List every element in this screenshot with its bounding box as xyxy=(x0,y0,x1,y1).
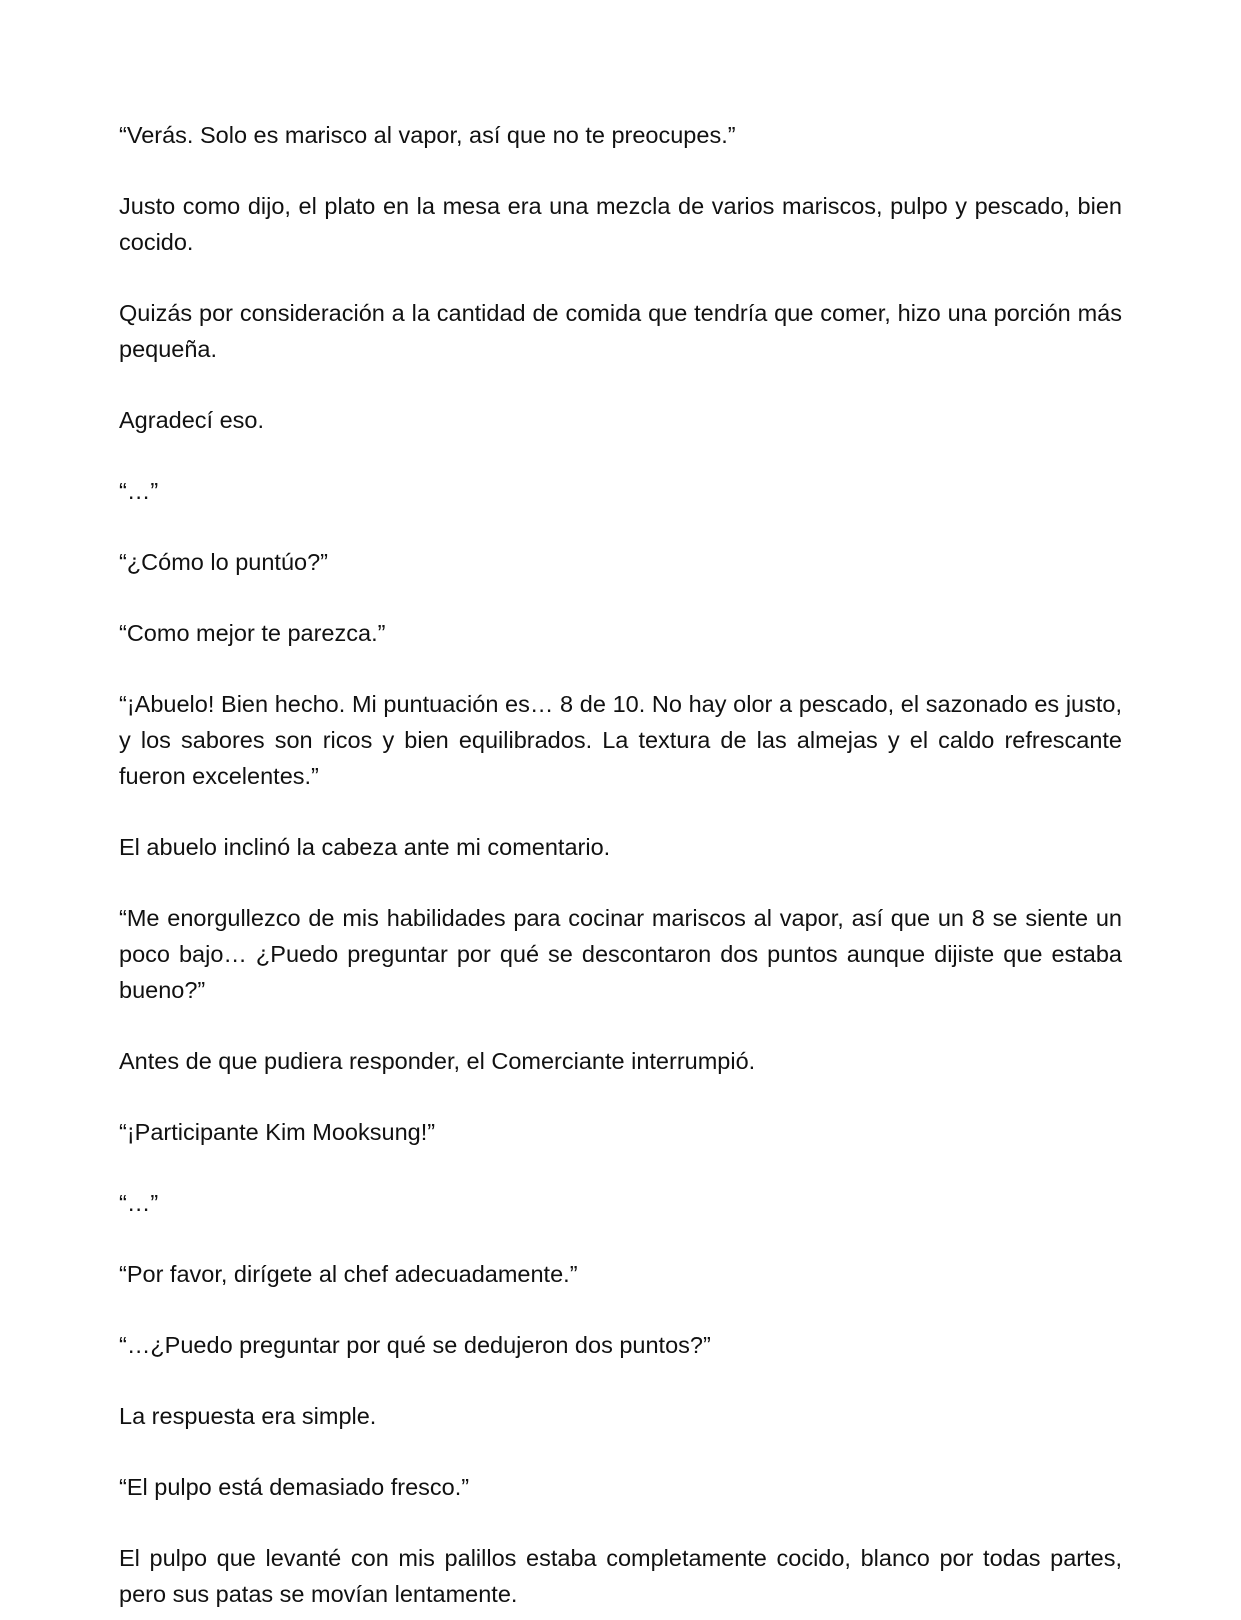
paragraph: “Verás. Solo es marisco al vapor, así que no te preocupes.” xyxy=(119,122,736,148)
paragraph: Antes de que pudiera responder, el Comerciante interrumpió. xyxy=(119,1048,756,1074)
paragraph: El pulpo que levanté con mis palillos estaba completamente cocido, blanco por todas partes, pero sus patas se movían lentamente. xyxy=(119,1545,1122,1607)
paragraph: “El pulpo está demasiado fresco.” xyxy=(119,1474,470,1500)
document-page xyxy=(119,117,1122,1612)
paragraph: “…” xyxy=(119,1190,159,1216)
paragraph: “Como mejor te parezca.” xyxy=(119,620,386,646)
paragraph: “Me enorgullezco de mis habilidades para cocinar mariscos al vapor, así que un 8 se siente un poco bajo… ¿Puedo preguntar por qué se descontaron dos puntos aunque dijiste que estaba bueno?” xyxy=(119,905,1122,1003)
paragraph: La respuesta era simple. xyxy=(119,1403,377,1429)
paragraph: Quizás por consideración a la cantidad de comida que tendría que comer, hizo una porción más pequeña. xyxy=(119,300,1122,362)
paragraph: El abuelo inclinó la cabeza ante mi comentario. xyxy=(119,834,611,860)
paragraph: “¡Abuelo! Bien hecho. Mi puntuación es… 8 de 10. No hay olor a pescado, el sazonado es justo, y los sabores son ricos y bien equilibrados. La textura de las almejas y el caldo refrescante fueron excelentes.” xyxy=(119,691,1122,789)
paragraph: Agradecí eso. xyxy=(119,407,265,433)
paragraph: “…¿Puedo preguntar por qué se dedujeron dos puntos?” xyxy=(119,1332,711,1358)
paragraph: “¡Participante Kim Mooksung!” xyxy=(119,1119,436,1145)
paragraph: “Por favor, dirígete al chef adecuadamente.” xyxy=(119,1261,578,1287)
paragraph: Justo como dijo, el plato en la mesa era una mezcla de varios mariscos, pulpo y pescado, bien cocido. xyxy=(119,193,1122,255)
paragraph: “¿Cómo lo puntúo?” xyxy=(119,549,328,575)
paragraph: “…” xyxy=(119,478,159,504)
